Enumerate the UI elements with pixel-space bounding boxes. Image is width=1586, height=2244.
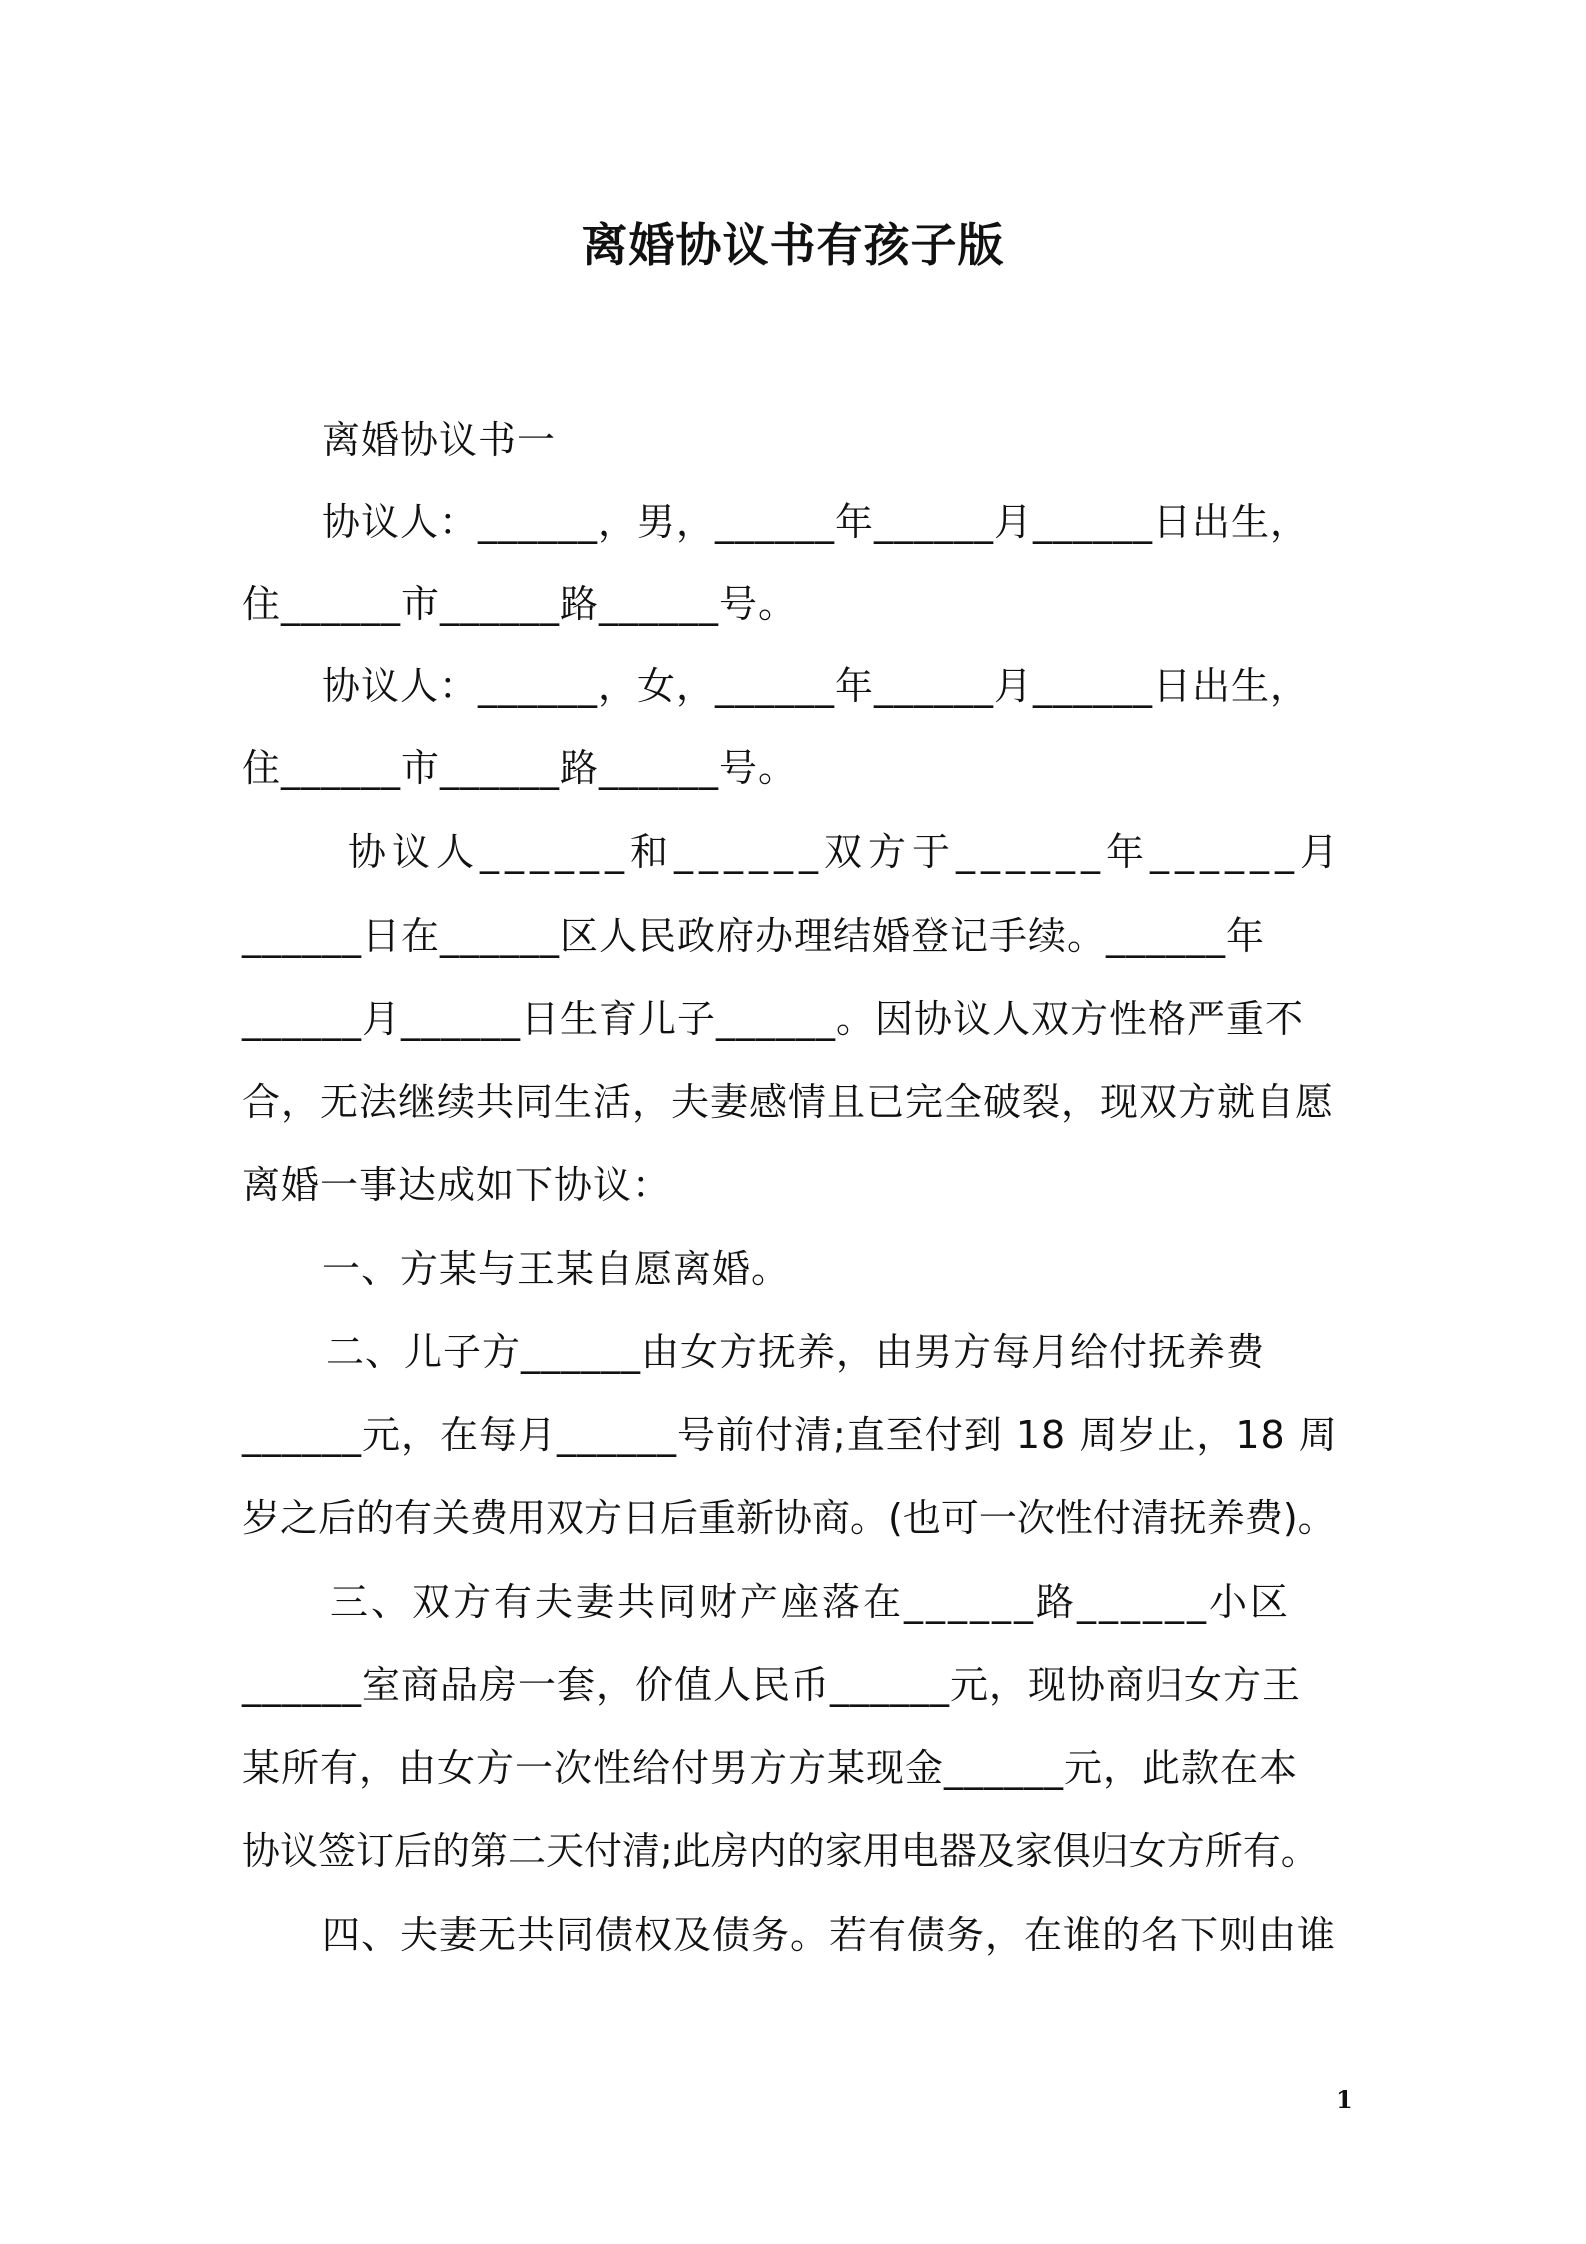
document-line: 协议签订后的第二天付清;此房内的家用电器及家俱归女方所有。 xyxy=(242,1829,1319,1873)
document-line: 协议人：______，男，______年______月______日出生， xyxy=(322,500,1310,544)
document-line: 协议人______和______双方于______年______月 xyxy=(348,830,1345,874)
document-line: 协议人：______，女，______年______月______日出生， xyxy=(322,664,1310,708)
document-line: 二、儿子方______由女方抚养，由男方每月给付抚养费 xyxy=(326,1330,1266,1374)
document-line: ______月______日生育儿子______。因协议人双方性格严重不 xyxy=(242,997,1305,1041)
document-line: 某所有，由女方一次性给付男方方某现金______元，此款在本 xyxy=(242,1746,1299,1790)
document-line: 岁之后的有关费用双方日后重新协商。(也可一次性付清抚养费)。 xyxy=(242,1496,1336,1540)
document-line: 四、夫妻无共同债权及债务。若有债务，在谁的名下则由谁 xyxy=(322,1913,1337,1957)
document-title: 离婚协议书有孩子版 xyxy=(581,218,1005,272)
document-line: ______日在______区人民政府办理结婚登记手续。______年 xyxy=(242,914,1266,958)
document-line: 住______市______路______号。 xyxy=(242,746,798,790)
document-line: 三、双方有夫妻共同财产座落在______路______小区 xyxy=(330,1580,1292,1624)
document-line: 离婚一事达成如下协议： xyxy=(242,1163,672,1207)
document-line: 合，无法继续共同生活，夫妻感情且已完全破裂，现双方就自愿 xyxy=(242,1080,1335,1124)
document-line: 离婚协议书一 xyxy=(322,418,557,462)
document-line: ______元，在每月______号前付清;直至付到 18 周岁止，18 周 xyxy=(242,1413,1338,1457)
document-line: 住______市______路______号。 xyxy=(242,582,798,626)
page-number: 1 xyxy=(1336,2085,1353,2114)
document-line: ______室商品房一套，价值人民币______元，现协商归女方王 xyxy=(242,1663,1302,1707)
document-line: 一、方某与王某自愿离婚。 xyxy=(322,1247,791,1291)
